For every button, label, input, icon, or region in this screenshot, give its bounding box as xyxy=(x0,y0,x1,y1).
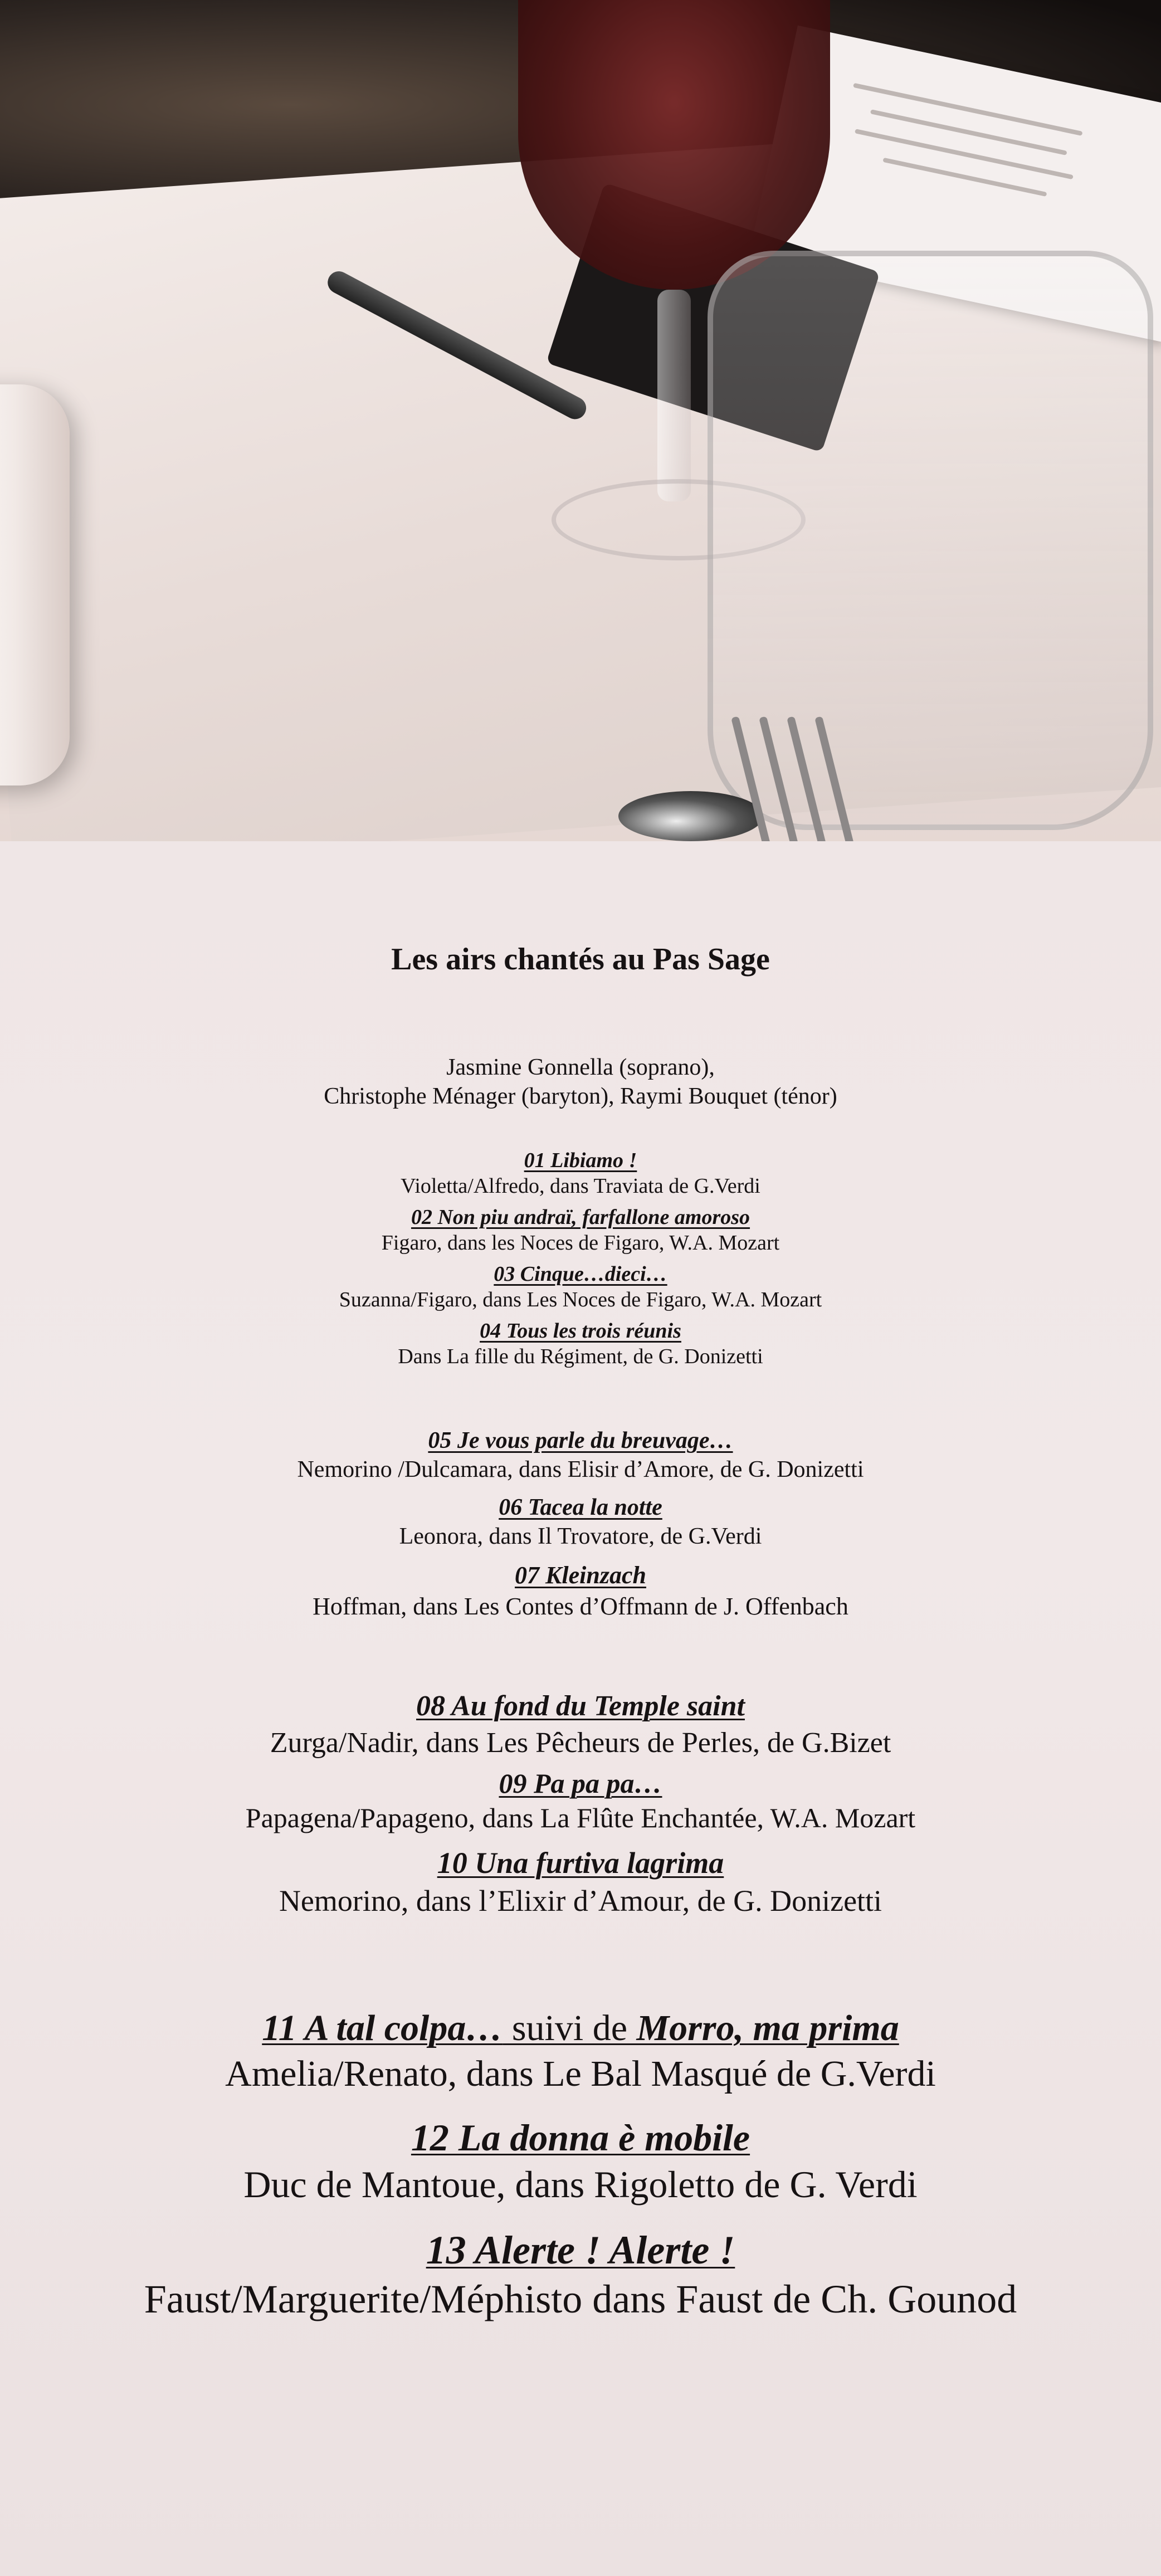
song-title-connector: suivi de xyxy=(503,2008,637,2048)
song-detail: Suzanna/Figaro, dans Les Noces de Figaro, W.A. Mozart xyxy=(339,1288,822,1311)
song-title: 05 Je vous parle du breuvage… xyxy=(428,1428,733,1453)
song-detail: Violetta/Alfredo, dans Traviata de G.Verdi xyxy=(401,1174,760,1198)
song-02 xyxy=(0,1204,1161,1256)
song-detail: Nemorino, dans l’Elixir d’Amour, de G. Donizetti xyxy=(279,1884,882,1918)
wine-glass-stem xyxy=(657,290,691,501)
song-title-part-2: Morro, ma prima xyxy=(636,2008,899,2048)
song-title: 08 Au fond du Temple saint xyxy=(416,1690,745,1722)
song-detail: Papagena/Papageno, dans La Flûte Enchantée, W.A. Mozart xyxy=(245,1802,916,1833)
artists-line-2: Christophe Ménager (baryton), Raymi Bouquet (ténor) xyxy=(324,1084,837,1109)
song-title: 04 Tous les trois réunis xyxy=(480,1319,681,1343)
song-detail: Hoffman, dans Les Contes d’Offmann de J. Offenbach xyxy=(313,1593,848,1620)
fork xyxy=(758,713,903,847)
song-01 xyxy=(0,1148,1161,1199)
song-08 xyxy=(0,1688,1161,1762)
song-03 xyxy=(0,1261,1161,1313)
song-title-part-1: 11 A tal colpa… xyxy=(262,2008,503,2048)
knife-tip xyxy=(618,791,763,841)
song-title: 09 Pa pa pa… xyxy=(499,1768,662,1799)
song-detail: Nemorino /Dulcamara, dans Elisir d’Amore, de G. Donizetti xyxy=(297,1457,864,1482)
song-09 xyxy=(0,1766,1161,1835)
song-11 xyxy=(0,2006,1161,2097)
song-detail: Amelia/Renato, dans Le Bal Masqué de G.Verdi xyxy=(225,2053,936,2094)
song-10 xyxy=(0,1844,1161,1920)
song-title: 02 Non piu andraï, farfallone amoroso xyxy=(411,1206,750,1229)
menu-sheet xyxy=(0,841,1161,2576)
song-12 xyxy=(0,2114,1161,2208)
artists-line-1: Jasmine Gonnella (soprano), xyxy=(446,1055,715,1080)
song-title: 03 Cinque…dieci… xyxy=(494,1262,667,1286)
song-title xyxy=(0,2006,1161,2051)
song-title: 07 Kleinzach xyxy=(515,1562,646,1589)
song-detail: Leonora, dans Il Trovatore, de G.Verdi xyxy=(399,1524,762,1549)
table-scene xyxy=(0,0,1161,847)
song-04 xyxy=(0,1318,1161,1369)
song-title: 13 Alerte ! Alerte ! xyxy=(426,2228,735,2272)
song-title: 10 Una furtiva lagrima xyxy=(437,1846,724,1880)
song-05 xyxy=(0,1426,1161,1484)
menu-title: Les airs chantés au Pas Sage xyxy=(391,942,770,977)
song-detail: Zurga/Nadir, dans Les Pêcheurs de Perles, de G.Bizet xyxy=(270,1727,891,1759)
song-detail: Faust/Marguerite/Méphisto dans Faust de Ch. Gounod xyxy=(144,2277,1017,2321)
song-detail: Dans La fille du Régiment, de G. Donizetti xyxy=(398,1345,763,1368)
artists xyxy=(0,1053,1161,1111)
coffee-cup xyxy=(0,384,70,786)
song-title: 12 La donna è mobile xyxy=(411,2116,750,2159)
song-detail: Duc de Mantoue, dans Rigoletto de G. Verdi xyxy=(243,2163,918,2206)
song-title: 01 Libiamo ! xyxy=(524,1149,637,1172)
song-detail: Figaro, dans les Noces de Figaro, W.A. Mozart xyxy=(381,1231,780,1255)
song-07 xyxy=(0,1560,1161,1622)
song-13 xyxy=(0,2226,1161,2324)
song-06 xyxy=(0,1493,1161,1551)
song-title: 06 Tacea la notte xyxy=(499,1495,662,1520)
